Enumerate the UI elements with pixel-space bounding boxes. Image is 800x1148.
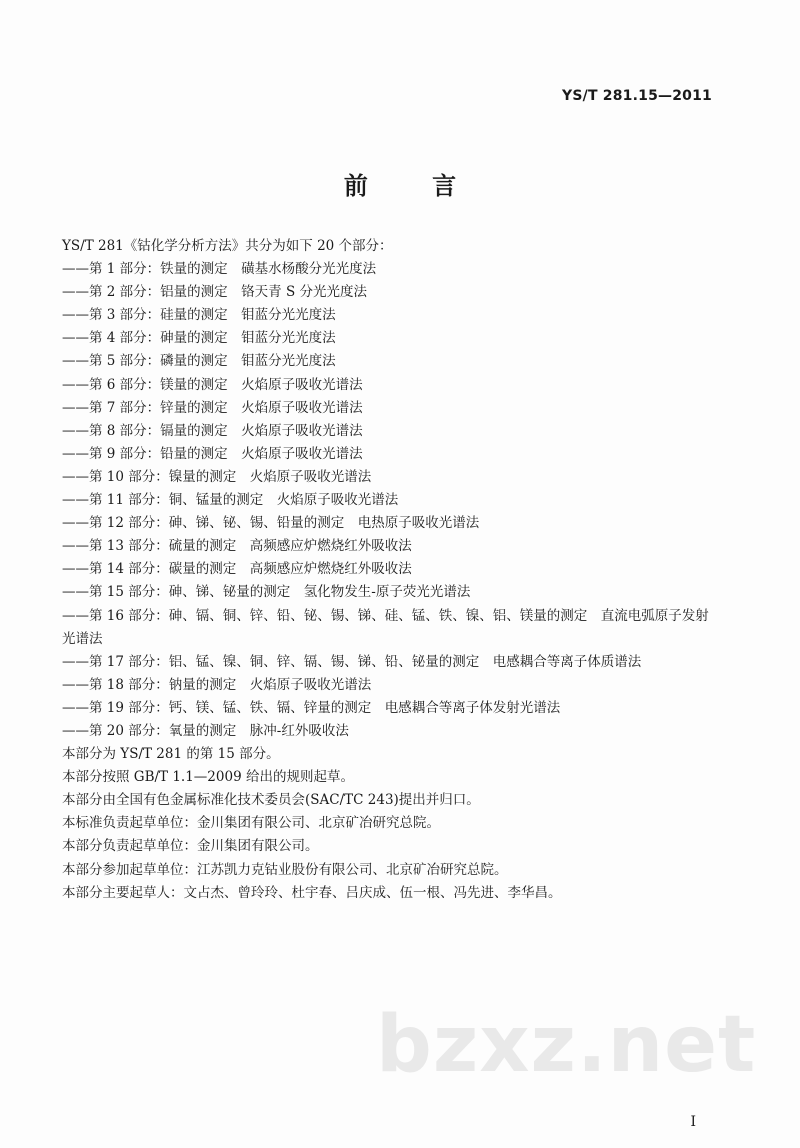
statement-line: 本部分主要起草人：文占杰、曾玲玲、杜宇春、吕庆成、伍一根、冯先进、李华昌。 xyxy=(62,884,562,901)
list-item: ——第 14 部分：碳量的测定 高频感应炉燃烧红外吸收法 xyxy=(62,561,412,578)
list-item: ——第 20 部分：氧量的测定 脉冲-红外吸收法 xyxy=(62,722,349,739)
list-item: ——第 5 部分：磷量的测定 钼蓝分光光度法 xyxy=(62,353,336,370)
list-item: ——第 6 部分：镁量的测定 火焰原子吸收光谱法 xyxy=(62,376,363,393)
list-item: ——第 15 部分：砷、锑、铋量的测定 氢化物发生-原子荧光光谱法 xyxy=(62,584,471,601)
list-item: ——第 9 部分：铅量的测定 火焰原子吸收光谱法 xyxy=(62,445,363,462)
list-item: ——第 1 部分：铁量的测定 磺基水杨酸分光光度法 xyxy=(62,261,377,278)
statement-line: 本部分负责起草单位：金川集团有限公司。 xyxy=(62,838,319,855)
statements xyxy=(62,743,722,905)
statement-line: 本部分按照 GB/T 1.1—2009 给出的规则起草。 xyxy=(62,769,354,786)
statement-line: 本标准负责起草单位：金川集团有限公司、北京矿冶研究总院。 xyxy=(62,815,440,832)
list-item: ——第 12 部分：砷、锑、铋、锡、铅量的测定 电热原子吸收光谱法 xyxy=(62,515,480,532)
statement-line: 本部分由全国有色金属标准化技术委员会(SAC/TC 243)提出并归口。 xyxy=(62,792,480,809)
watermark: bzxz.net xyxy=(376,1000,757,1090)
page-title: 前 言 xyxy=(343,172,485,200)
statement-line: 本部分参加起草单位：江苏凯力克钴业股份有限公司、北京矿冶研究总院。 xyxy=(62,861,508,878)
list-item: ——第 19 部分：钙、镁、锰、铁、镉、锌量的测定 电感耦合等离子体发射光谱法 xyxy=(62,699,561,716)
intro-line: YS/T 281《钴化学分析方法》共分为如下 20 个部分： xyxy=(62,238,393,254)
standard-code: YS/T 281.15—2011 xyxy=(562,88,712,104)
parts-list xyxy=(62,258,722,743)
list-item: ——第 2 部分：铝量的测定 铬天青 S 分光光度法 xyxy=(62,284,368,301)
list-item: ——第 13 部分：硫量的测定 高频感应炉燃烧红外吸收法 xyxy=(62,538,412,555)
statement-line: 本部分为 YS/T 281 的第 15 部分。 xyxy=(62,746,280,763)
list-item: ——第 16 部分：砷、镉、铜、锌、铅、铋、锡、锑、硅、锰、铁、镍、铝、镁量的测定 直流电弧原子发射光谱法 xyxy=(62,607,709,647)
page-number: I xyxy=(690,1114,696,1130)
list-item: ——第 11 部分：铜、锰量的测定 火焰原子吸收光谱法 xyxy=(62,492,399,509)
list-item: ——第 10 部分：镍量的测定 火焰原子吸收光谱法 xyxy=(62,468,372,485)
list-item: ——第 8 部分：镉量的测定 火焰原子吸收光谱法 xyxy=(62,422,363,439)
list-item: ——第 3 部分：硅量的测定 钼蓝分光光度法 xyxy=(62,307,336,324)
list-item: ——第 18 部分：钠量的测定 火焰原子吸收光谱法 xyxy=(62,676,372,693)
foreword-body xyxy=(62,235,722,905)
list-item: ——第 7 部分：锌量的测定 火焰原子吸收光谱法 xyxy=(62,399,363,416)
list-item: ——第 4 部分：砷量的测定 钼蓝分光光度法 xyxy=(62,330,336,347)
list-item: ——第 17 部分：铝、锰、镍、铜、锌、镉、锡、锑、铅、铋量的测定 电感耦合等离子体质谱法 xyxy=(62,653,642,670)
